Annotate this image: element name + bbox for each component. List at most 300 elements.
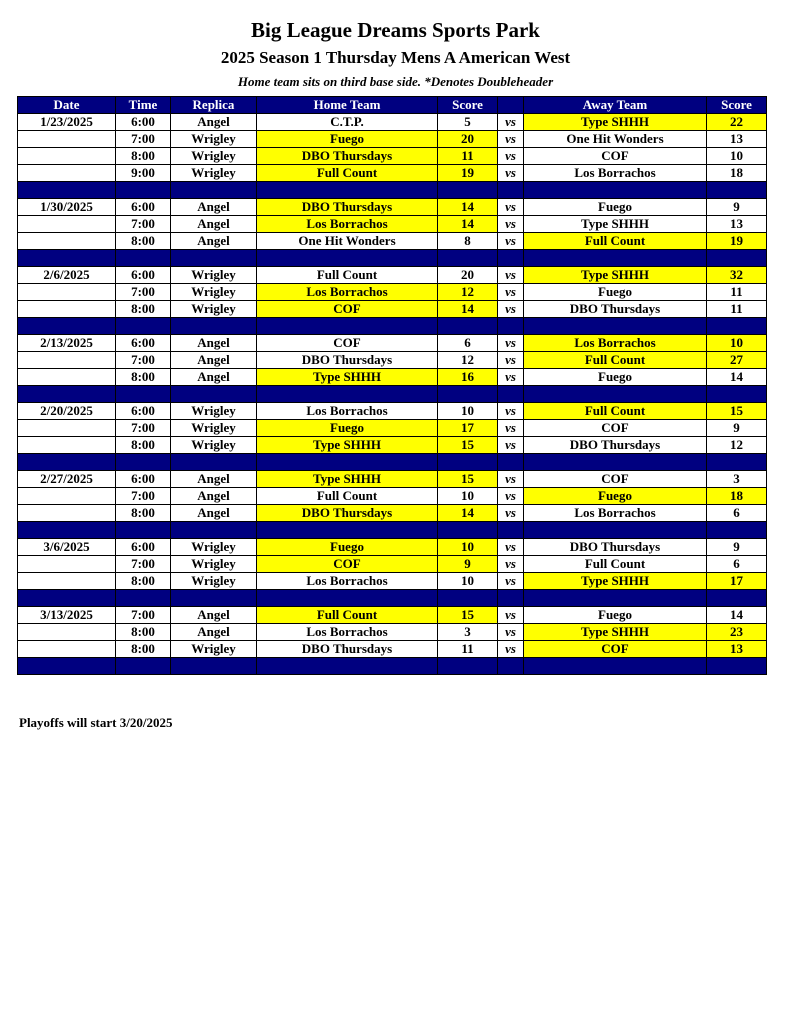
replica-cell: Angel — [171, 352, 257, 369]
replica-cell: Wrigley — [171, 420, 257, 437]
home-team-cell: Full Count — [257, 607, 438, 624]
away-team-cell: Los Borrachos — [524, 165, 707, 182]
date-cell: 3/13/2025 — [18, 607, 116, 624]
away-score-cell: 3 — [707, 471, 767, 488]
away-team-cell: One Hit Wonders — [524, 131, 707, 148]
date-cell — [18, 437, 116, 454]
away-team-cell: DBO Thursdays — [524, 539, 707, 556]
home-score-cell: 10 — [438, 539, 498, 556]
date-cell: 2/20/2025 — [18, 403, 116, 420]
page-title: Big League Dreams Sports Park — [251, 18, 540, 42]
replica-cell: Wrigley — [171, 403, 257, 420]
date-cell: 2/13/2025 — [18, 335, 116, 352]
separator-cell — [498, 590, 524, 607]
home-team-cell: DBO Thursdays — [257, 199, 438, 216]
home-score-cell: 9 — [438, 556, 498, 573]
week-separator — [18, 522, 767, 539]
home-score-cell: 5 — [438, 114, 498, 131]
away-score-cell: 32 — [707, 267, 767, 284]
away-team-cell: Type SHHH — [524, 114, 707, 131]
away-score-cell: 18 — [707, 488, 767, 505]
home-team-cell: Type SHHH — [257, 369, 438, 386]
separator-cell — [116, 386, 171, 403]
game-row — [18, 267, 767, 284]
away-score-cell: 14 — [707, 607, 767, 624]
away-team-cell: COF — [524, 420, 707, 437]
replica-cell: Angel — [171, 233, 257, 250]
vs-cell: vs — [498, 403, 524, 420]
vs-cell: vs — [498, 148, 524, 165]
separator-cell — [116, 250, 171, 267]
separator-cell — [116, 454, 171, 471]
home-team-cell: Full Count — [257, 488, 438, 505]
home-team-cell: Fuego — [257, 420, 438, 437]
vs-cell: vs — [498, 199, 524, 216]
separator-cell — [171, 386, 257, 403]
away-score-cell: 9 — [707, 420, 767, 437]
time-cell: 6:00 — [116, 114, 171, 131]
vs-cell: vs — [498, 573, 524, 590]
vs-cell: vs — [498, 114, 524, 131]
away-score-cell: 23 — [707, 624, 767, 641]
replica-cell: Wrigley — [171, 437, 257, 454]
week-separator — [18, 590, 767, 607]
home-score-cell: 14 — [438, 301, 498, 318]
time-cell: 8:00 — [116, 369, 171, 386]
date-cell — [18, 148, 116, 165]
separator-cell — [707, 454, 767, 471]
home-team-cell: DBO Thursdays — [257, 352, 438, 369]
home-score-cell: 19 — [438, 165, 498, 182]
game-row — [18, 165, 767, 182]
away-score-cell: 13 — [707, 216, 767, 233]
date-cell: 2/27/2025 — [18, 471, 116, 488]
home-team-cell: DBO Thursdays — [257, 641, 438, 658]
time-cell: 7:00 — [116, 284, 171, 301]
time-cell: 6:00 — [116, 471, 171, 488]
away-team-cell: Fuego — [524, 607, 707, 624]
replica-cell: Wrigley — [171, 573, 257, 590]
header-home-score: Score — [438, 97, 498, 114]
separator-cell — [498, 386, 524, 403]
separator-cell — [707, 522, 767, 539]
away-score-cell: 10 — [707, 148, 767, 165]
game-row — [18, 641, 767, 658]
home-score-cell: 15 — [438, 607, 498, 624]
home-score-cell: 10 — [438, 573, 498, 590]
date-cell: 3/6/2025 — [18, 539, 116, 556]
away-team-cell: Fuego — [524, 369, 707, 386]
vs-cell: vs — [498, 335, 524, 352]
date-cell — [18, 573, 116, 590]
replica-cell: Wrigley — [171, 148, 257, 165]
replica-cell: Wrigley — [171, 539, 257, 556]
replica-cell: Wrigley — [171, 267, 257, 284]
replica-cell: Wrigley — [171, 641, 257, 658]
home-team-cell: Los Borrachos — [257, 624, 438, 641]
separator-cell — [707, 250, 767, 267]
vs-cell: vs — [498, 352, 524, 369]
date-cell — [18, 505, 116, 522]
game-row — [18, 216, 767, 233]
home-score-cell: 14 — [438, 216, 498, 233]
time-cell: 8:00 — [116, 148, 171, 165]
away-score-cell: 6 — [707, 505, 767, 522]
time-cell: 8:00 — [116, 573, 171, 590]
week-separator — [18, 182, 767, 199]
game-row — [18, 301, 767, 318]
replica-cell: Wrigley — [171, 301, 257, 318]
separator-cell — [498, 250, 524, 267]
date-cell — [18, 624, 116, 641]
vs-cell: vs — [498, 607, 524, 624]
game-row — [18, 233, 767, 250]
away-score-cell: 22 — [707, 114, 767, 131]
time-cell: 7:00 — [116, 420, 171, 437]
vs-cell: vs — [498, 624, 524, 641]
time-cell: 8:00 — [116, 505, 171, 522]
vs-cell: vs — [498, 539, 524, 556]
separator-cell — [524, 454, 707, 471]
date-cell: 1/23/2025 — [18, 114, 116, 131]
away-score-cell: 10 — [707, 335, 767, 352]
date-cell — [18, 165, 116, 182]
separator-cell — [257, 590, 438, 607]
time-cell: 7:00 — [116, 556, 171, 573]
home-team-cell: Los Borrachos — [257, 403, 438, 420]
home-score-cell: 11 — [438, 641, 498, 658]
separator-cell — [116, 590, 171, 607]
separator-cell — [171, 658, 257, 675]
away-score-cell: 13 — [707, 131, 767, 148]
home-score-cell: 14 — [438, 199, 498, 216]
separator-cell — [438, 590, 498, 607]
separator-cell — [18, 658, 116, 675]
vs-cell: vs — [498, 556, 524, 573]
separator-cell — [524, 522, 707, 539]
separator-cell — [171, 182, 257, 199]
time-cell: 9:00 — [116, 165, 171, 182]
replica-cell: Wrigley — [171, 556, 257, 573]
separator-cell — [257, 386, 438, 403]
separator-cell — [438, 250, 498, 267]
away-team-cell: COF — [524, 471, 707, 488]
home-score-cell: 20 — [438, 267, 498, 284]
date-cell — [18, 233, 116, 250]
home-score-cell: 8 — [438, 233, 498, 250]
home-score-cell: 3 — [438, 624, 498, 641]
date-cell — [18, 488, 116, 505]
time-cell: 7:00 — [116, 352, 171, 369]
away-team-cell: DBO Thursdays — [524, 301, 707, 318]
home-team-cell: COF — [257, 301, 438, 318]
vs-cell: vs — [498, 420, 524, 437]
away-score-cell: 15 — [707, 403, 767, 420]
replica-cell: Wrigley — [171, 284, 257, 301]
separator-cell — [257, 658, 438, 675]
separator-cell — [171, 454, 257, 471]
date-cell — [18, 131, 116, 148]
separator-cell — [171, 250, 257, 267]
game-row — [18, 335, 767, 352]
away-team-cell: Fuego — [524, 199, 707, 216]
vs-cell: vs — [498, 233, 524, 250]
away-team-cell: Type SHHH — [524, 573, 707, 590]
home-team-cell: One Hit Wonders — [257, 233, 438, 250]
away-score-cell: 12 — [707, 437, 767, 454]
time-cell: 7:00 — [116, 216, 171, 233]
game-row — [18, 488, 767, 505]
vs-cell: vs — [498, 267, 524, 284]
home-score-cell: 15 — [438, 471, 498, 488]
vs-cell: vs — [498, 641, 524, 658]
home-team-cell: Type SHHH — [257, 471, 438, 488]
time-cell: 6:00 — [116, 539, 171, 556]
separator-cell — [438, 658, 498, 675]
separator-cell — [524, 658, 707, 675]
replica-cell: Angel — [171, 471, 257, 488]
home-team-cell: DBO Thursdays — [257, 505, 438, 522]
time-cell: 8:00 — [116, 641, 171, 658]
separator-cell — [18, 522, 116, 539]
away-team-cell: COF — [524, 148, 707, 165]
away-team-cell: Fuego — [524, 284, 707, 301]
separator-cell — [707, 658, 767, 675]
game-row — [18, 573, 767, 590]
separator-cell — [438, 454, 498, 471]
header-row — [18, 97, 767, 114]
game-row — [18, 403, 767, 420]
playoffs-note: Playoffs will start 3/20/2025 — [19, 715, 173, 730]
replica-cell: Angel — [171, 216, 257, 233]
date-cell — [18, 641, 116, 658]
game-row — [18, 607, 767, 624]
date-cell — [18, 369, 116, 386]
vs-cell: vs — [498, 437, 524, 454]
time-cell: 6:00 — [116, 199, 171, 216]
time-cell: 7:00 — [116, 131, 171, 148]
game-row — [18, 114, 767, 131]
week-separator — [18, 386, 767, 403]
separator-cell — [524, 182, 707, 199]
game-row — [18, 624, 767, 641]
vs-cell: vs — [498, 301, 524, 318]
game-row — [18, 420, 767, 437]
home-team-cell: COF — [257, 335, 438, 352]
header-home-team: Home Team — [257, 97, 438, 114]
header-away-team: Away Team — [524, 97, 707, 114]
away-team-cell: Full Count — [524, 556, 707, 573]
separator-cell — [171, 590, 257, 607]
away-team-cell: DBO Thursdays — [524, 437, 707, 454]
separator-cell — [524, 318, 707, 335]
separator-cell — [171, 318, 257, 335]
date-cell — [18, 556, 116, 573]
separator-cell — [524, 250, 707, 267]
game-row — [18, 148, 767, 165]
away-score-cell: 11 — [707, 301, 767, 318]
away-team-cell: Los Borrachos — [524, 335, 707, 352]
home-team-cell: Los Borrachos — [257, 216, 438, 233]
date-cell: 1/30/2025 — [18, 199, 116, 216]
header-vs — [498, 97, 524, 114]
away-score-cell: 27 — [707, 352, 767, 369]
home-team-cell: COF — [257, 556, 438, 573]
time-cell: 6:00 — [116, 403, 171, 420]
home-team-cell: DBO Thursdays — [257, 148, 438, 165]
home-team-cell: Full Count — [257, 165, 438, 182]
away-score-cell: 19 — [707, 233, 767, 250]
replica-cell: Angel — [171, 335, 257, 352]
game-row — [18, 437, 767, 454]
week-separator — [18, 250, 767, 267]
game-row — [18, 352, 767, 369]
separator-cell — [18, 590, 116, 607]
header-away-score: Score — [707, 97, 767, 114]
home-score-cell: 12 — [438, 352, 498, 369]
home-team-cell: Type SHHH — [257, 437, 438, 454]
schedule-body — [18, 114, 767, 675]
away-team-cell: Los Borrachos — [524, 505, 707, 522]
away-team-cell: Type SHHH — [524, 216, 707, 233]
replica-cell: Wrigley — [171, 165, 257, 182]
time-cell: 7:00 — [116, 607, 171, 624]
replica-cell: Angel — [171, 488, 257, 505]
vs-cell: vs — [498, 284, 524, 301]
separator-cell — [498, 318, 524, 335]
game-row — [18, 505, 767, 522]
separator-cell — [257, 182, 438, 199]
date-cell: 2/6/2025 — [18, 267, 116, 284]
game-row — [18, 199, 767, 216]
away-score-cell: 13 — [707, 641, 767, 658]
time-cell: 8:00 — [116, 233, 171, 250]
home-team-cell: Full Count — [257, 267, 438, 284]
time-cell: 6:00 — [116, 267, 171, 284]
header-date: Date — [18, 97, 116, 114]
time-cell: 8:00 — [116, 301, 171, 318]
away-score-cell: 9 — [707, 199, 767, 216]
separator-cell — [438, 182, 498, 199]
vs-cell: vs — [498, 216, 524, 233]
separator-cell — [498, 658, 524, 675]
separator-cell — [116, 182, 171, 199]
page-subtitle: 2025 Season 1 Thursday Mens A American West — [220, 48, 571, 67]
separator-cell — [438, 522, 498, 539]
time-cell: 7:00 — [116, 488, 171, 505]
time-cell: 8:00 — [116, 437, 171, 454]
home-team-cell: Los Borrachos — [257, 573, 438, 590]
week-separator — [18, 454, 767, 471]
replica-cell: Angel — [171, 505, 257, 522]
away-team-cell: Full Count — [524, 403, 707, 420]
separator-cell — [498, 454, 524, 471]
separator-cell — [257, 454, 438, 471]
separator-cell — [257, 522, 438, 539]
header-replica: Replica — [171, 97, 257, 114]
separator-cell — [438, 318, 498, 335]
vs-cell: vs — [498, 369, 524, 386]
week-separator — [18, 318, 767, 335]
vs-cell: vs — [498, 505, 524, 522]
home-score-cell: 10 — [438, 403, 498, 420]
week-separator — [18, 658, 767, 675]
separator-cell — [707, 386, 767, 403]
away-score-cell: 17 — [707, 573, 767, 590]
time-cell: 6:00 — [116, 335, 171, 352]
separator-cell — [18, 454, 116, 471]
home-score-cell: 16 — [438, 369, 498, 386]
separator-cell — [257, 250, 438, 267]
replica-cell: Angel — [171, 369, 257, 386]
separator-cell — [18, 182, 116, 199]
header-time: Time — [116, 97, 171, 114]
date-cell — [18, 301, 116, 318]
separator-cell — [257, 318, 438, 335]
replica-cell: Angel — [171, 624, 257, 641]
separator-cell — [524, 590, 707, 607]
separator-cell — [707, 318, 767, 335]
away-team-cell: COF — [524, 641, 707, 658]
away-team-cell: Full Count — [524, 352, 707, 369]
home-score-cell: 14 — [438, 505, 498, 522]
time-cell: 8:00 — [116, 624, 171, 641]
game-row — [18, 369, 767, 386]
away-score-cell: 11 — [707, 284, 767, 301]
away-team-cell: Type SHHH — [524, 624, 707, 641]
date-cell — [18, 216, 116, 233]
separator-cell — [18, 318, 116, 335]
home-score-cell: 12 — [438, 284, 498, 301]
separator-cell — [18, 386, 116, 403]
home-team-cell: Los Borrachos — [257, 284, 438, 301]
separator-cell — [116, 318, 171, 335]
separator-cell — [438, 386, 498, 403]
home-score-cell: 10 — [438, 488, 498, 505]
replica-cell: Angel — [171, 199, 257, 216]
vs-cell: vs — [498, 165, 524, 182]
game-row — [18, 539, 767, 556]
away-score-cell: 14 — [707, 369, 767, 386]
vs-cell: vs — [498, 131, 524, 148]
away-score-cell: 6 — [707, 556, 767, 573]
away-score-cell: 18 — [707, 165, 767, 182]
home-score-cell: 20 — [438, 131, 498, 148]
home-team-cell: C.T.P. — [257, 114, 438, 131]
home-team-cell: Fuego — [257, 131, 438, 148]
separator-cell — [116, 658, 171, 675]
separator-cell — [116, 522, 171, 539]
home-score-cell: 15 — [438, 437, 498, 454]
separator-cell — [498, 522, 524, 539]
home-score-cell: 11 — [438, 148, 498, 165]
home-score-cell: 17 — [438, 420, 498, 437]
separator-cell — [18, 250, 116, 267]
date-cell — [18, 420, 116, 437]
separator-cell — [171, 522, 257, 539]
game-row — [18, 284, 767, 301]
replica-cell: Wrigley — [171, 131, 257, 148]
replica-cell: Angel — [171, 607, 257, 624]
away-team-cell: Type SHHH — [524, 267, 707, 284]
separator-cell — [524, 386, 707, 403]
game-row — [18, 131, 767, 148]
away-team-cell: Fuego — [524, 488, 707, 505]
home-team-cell: Fuego — [257, 539, 438, 556]
vs-cell: vs — [498, 488, 524, 505]
vs-cell: vs — [498, 471, 524, 488]
date-cell — [18, 352, 116, 369]
